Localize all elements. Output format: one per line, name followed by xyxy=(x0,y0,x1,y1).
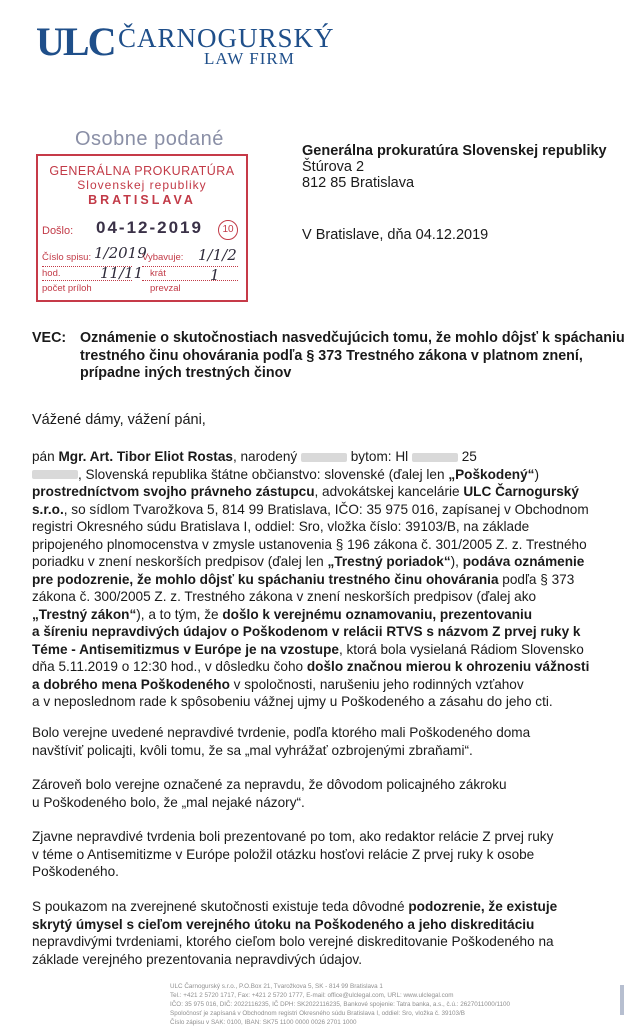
letterhead-footer xyxy=(170,982,625,1027)
subject-line1: Oznámenie o skutočnostiach nasvedčujúcich tomu, že mohlo dôjsť k spáchaniu xyxy=(80,330,625,346)
stamp-line1: GENERÁLNA PROKURATÚRA xyxy=(49,164,235,178)
footer-line: ULC Čarnogurský s.r.o., P.O.Box 21, Tvarožkova 5, SK - 814 99 Bratislava 1 xyxy=(170,983,383,990)
stamp-header: Osobne podané xyxy=(75,128,224,150)
stamp-handwriting: 1 xyxy=(210,266,220,284)
text-span: v spoločnosti, narušeniu jeho rodinných vzťahov xyxy=(229,676,524,692)
stamp-hod-label: hod. xyxy=(42,268,61,279)
stamp-rule xyxy=(142,266,238,267)
stamp-handwriting: 1/1/2 xyxy=(198,246,237,264)
paragraph-5 xyxy=(32,898,617,968)
paragraph-line xyxy=(32,448,617,466)
subject-line2: trestného činu ohovárania podľa § 373 Trestného zákona v platnom znení, xyxy=(80,347,583,364)
text-span: „Trestný poriadok“ xyxy=(327,554,451,569)
text-span: S poukazom na zverejnené skutočnosti existuje teda dôvodné xyxy=(32,899,409,914)
text-span: ) xyxy=(534,466,539,482)
paragraph-line xyxy=(32,898,617,916)
paragraph-1 xyxy=(32,448,617,711)
text-span: , v dôsledku čoho xyxy=(197,659,307,674)
paragraph-line: nepravdivými tvrdeniami, ktorého cieľom bolo verejné diskreditovanie Poškodeného na xyxy=(32,934,554,949)
text-span: dňa 5.11.2019 o 12:30 hod. xyxy=(32,659,198,674)
text-span: bytom: Hl xyxy=(350,449,409,464)
text-span: „Trestný zákon“ xyxy=(32,606,137,622)
logo-subtitle: LAW FIRM xyxy=(204,49,295,68)
paragraph-line: Zároveň bolo verejne označené za nepravdu, že dôvodom policajného zákroku xyxy=(32,777,507,792)
redacted-value xyxy=(32,470,78,479)
text-span: podozrenie, že existuje xyxy=(408,899,558,914)
stamp-rule xyxy=(142,280,238,281)
text-span: ULC Čarnogurský xyxy=(463,484,579,499)
text-span: ), a to tým, že xyxy=(136,606,223,622)
paragraph-line: v téme o Antisemitizme v Európe položil otázku hosťovi relácie Z prvej ruky k osobe xyxy=(32,846,535,862)
greeting: Vážené dámy, vážení páni, xyxy=(32,412,206,428)
text-span: 25 xyxy=(461,449,477,464)
footer-line: Tel.: +421 2 5720 1717, Fax: +421 2 5720 1777, E-mail: office@ulclegal.com, URL: www.ulclegal.com xyxy=(170,992,454,999)
place-date: V Bratislave, dňa 04.12.2019 xyxy=(302,227,489,243)
paragraph-4 xyxy=(32,828,617,881)
redacted-value xyxy=(301,453,347,462)
text-span: pán xyxy=(32,449,59,464)
text-span: podľa § 373 xyxy=(498,571,575,587)
recipient-line2: Štúrova 2 xyxy=(302,159,365,175)
subject xyxy=(80,330,625,383)
stamp-vybavuje-label: Vybavuje: xyxy=(142,252,184,263)
text-span: , Slovenská republika štátne občianstvo: slovenské (ďalej len xyxy=(78,466,449,482)
text-span: došlo k verejnému oznamovaniu, prezentovaniu xyxy=(222,606,533,622)
received-stamp xyxy=(36,154,248,302)
recipient-line1: Generálna prokuratúra Slovenskej republiky xyxy=(302,143,607,159)
footer-mark xyxy=(620,985,624,1015)
stamp-line2: Slovenskej republiky xyxy=(77,178,207,192)
text-span: , narodený xyxy=(232,449,298,464)
text-span: pre podozrenie, že mohlo dôjsť ku spáchaniu trestného činu ohovárania xyxy=(32,571,499,587)
stamp-krat-label: krát xyxy=(150,268,166,279)
subject-line3: prípadne iných trestných činov xyxy=(80,365,292,381)
text-span: a dobrého mena Poškodeného xyxy=(32,676,230,692)
text-span: , ktorá bola vysielaná Rádiom Slovensko xyxy=(338,641,584,657)
paragraph-line: a šíreniu nepravdivých údajov o Poškodenom v relácii RTVS s názvom Z prvej ruky k xyxy=(32,624,581,639)
text-span: podáva oznámenie xyxy=(462,554,585,569)
paragraph-3 xyxy=(32,776,617,811)
text-span: ), xyxy=(450,554,463,569)
logo-firm-name: ČARNOGURSKÝ xyxy=(118,23,335,53)
paragraph-line xyxy=(32,466,617,484)
paragraph-line: a v neposlednom rade k spôsobeniu vážnej ujmy u Poškodeného a zásahu do jeho cti. xyxy=(32,694,553,709)
footer-line: Číslo zápisu v SAK: 0100, IBAN: SK75 1100 0000 0026 2701 1000 xyxy=(170,1019,357,1026)
paragraph-line: Bolo verejne uvedené nepravdivé tvrdenie, podľa ktorého mali Poškodeného doma xyxy=(32,725,531,740)
text-span: Téme - Antisemitizmus v Európe je na vzostupe xyxy=(32,641,339,657)
paragraph-line: zákona č. 300/2005 Z. z. Trestného zákona v znení neskorších predpisov (ďalej ako xyxy=(32,589,537,604)
text-span: , advokátskej kancelárie xyxy=(314,484,464,499)
paragraph-line: Poškodeného. xyxy=(32,864,119,879)
paragraph-line xyxy=(32,553,617,571)
paragraph-line xyxy=(32,606,617,624)
recipient-line3: 812 85 Bratislava xyxy=(302,175,415,191)
paragraph-2 xyxy=(32,724,617,759)
stamp-date-label: Došlo: xyxy=(42,225,74,237)
text-span: s.r.o. xyxy=(32,501,64,517)
footer-line: IČO: 35 975 016, DIČ: 2022116235, IČ DPH: SK2022116235, Bankové spojenie: Tatra banka, a.s., č.ú.: 2627011000/1100 xyxy=(170,1001,511,1008)
paragraph-line xyxy=(32,676,617,694)
paragraph-line xyxy=(32,501,617,519)
logo-mark: ULC xyxy=(36,19,115,64)
recipient-address xyxy=(302,143,607,191)
stamp-prilohy-label: počet príloh xyxy=(42,283,92,294)
redacted-value xyxy=(412,453,458,462)
paragraph-line: základe verejného prezentovania nepravdivých údajov. xyxy=(32,951,362,967)
text-span: došlo značnou mierou k ohrozeniu vážnosti xyxy=(306,659,590,674)
stamp-cislo-label: Číslo spisu: xyxy=(42,252,92,263)
stamp-date: 04-12-2019 xyxy=(96,218,203,237)
stamp-number: 10 xyxy=(218,220,238,240)
paragraph-line: Zjavne nepravdivé tvrdenia boli prezentované po tom, ako redaktor relácie Z prvej ruky xyxy=(32,829,554,844)
text-span: prostredníctvom svojho právneho zástupcu xyxy=(32,484,315,499)
stamp-line3: BRATISLAVA xyxy=(88,193,196,207)
paragraph-line: pripojeného plnomocenstva v zmysle ustanovenia § 196 zákona č. 301/2005 Z. z. Trestného xyxy=(32,536,587,552)
paragraph-line xyxy=(32,483,617,501)
text-span: , so sídlom Tvarožkova 5, 814 99 Bratislava, IČO: 35 975 016, zapísanej v Obchodnom xyxy=(63,501,589,517)
paragraph-line xyxy=(32,658,617,676)
stamp-handwriting: 1/2019 xyxy=(94,244,147,262)
paragraph-line: u Poškodeného bolo, že „mal nejaké názory“. xyxy=(32,794,305,810)
text-span: poriadku v znení neskorších predpisov (ďalej len xyxy=(32,554,328,569)
stamp-prevzal-label: prevzal xyxy=(150,283,181,294)
paragraph-line xyxy=(32,641,617,659)
footer-line: Spoločnosť je zapísaná v Obchodnom registri Okresného súdu Bratislava I, oddiel: Sro, vložka č. 39103/B xyxy=(170,1010,465,1017)
text-span: Mgr. Art. Tibor Eliot Rostas xyxy=(58,449,233,464)
text-span: „Poškodený“ xyxy=(448,466,535,482)
paragraph-line: skrytý úmysel s cieľom verejného útoku na Poškodeného a jeho diskreditáciu xyxy=(32,916,535,932)
paragraph-line: navštíviť policajti, kvôli tomu, že sa „mal vyhrážať ozbrojenými zbraňami“. xyxy=(32,742,473,758)
stamp-handwriting: 11/11 xyxy=(100,264,144,282)
paragraph-line: registri Okresného súdu Bratislava I, oddiel: Sro, vložka číslo: 39103/B, na základe xyxy=(32,519,530,534)
subject-label: VEC: xyxy=(32,330,67,346)
paragraph-line xyxy=(32,571,617,589)
